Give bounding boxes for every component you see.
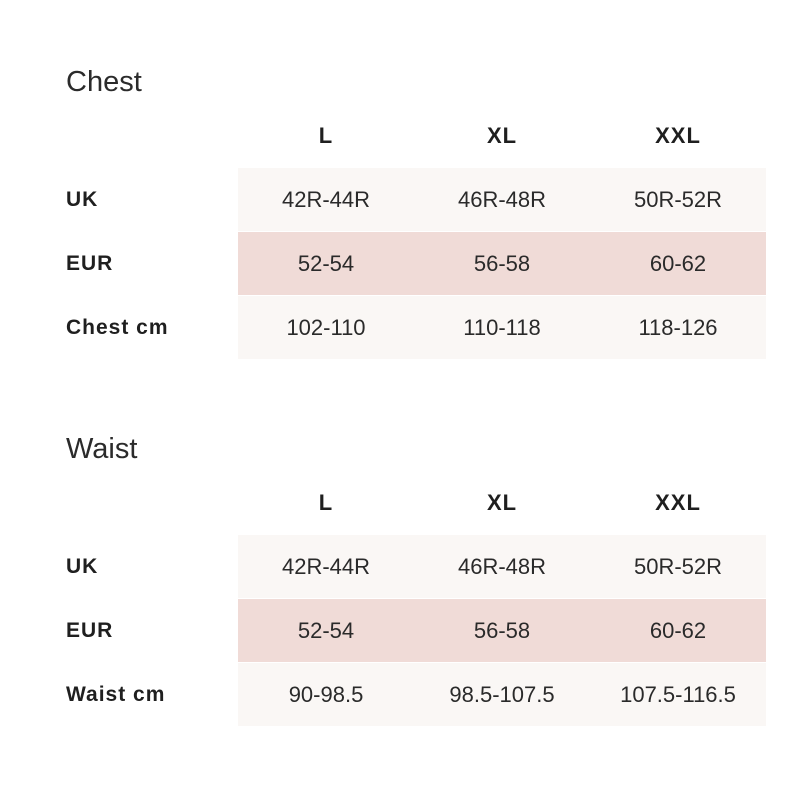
waist-row-label-eur: EUR	[66, 619, 114, 642]
chest-column-header-xl: XL	[486, 123, 518, 148]
waist-row-label-cm: Waist cm	[66, 683, 166, 706]
chest-eur-xxl: 60-62	[649, 251, 707, 276]
chest-eur-xl: 56-58	[473, 251, 531, 276]
chest-cm-xl: 110-118	[463, 315, 541, 340]
waist-cm-xxl: 107.5-116.5	[620, 682, 736, 707]
chest-row-label-eur: EUR	[66, 252, 114, 275]
chest-row-label-cm: Chest cm	[66, 316, 169, 339]
waist-column-header-xl: XL	[486, 490, 518, 515]
waist-column-header-xxl: XXL	[655, 490, 701, 515]
chest-row-uk	[0, 168, 800, 231]
chest-row-eur	[0, 232, 800, 295]
waist-row-cm	[0, 663, 800, 726]
chest-uk-l: 42R-44R	[281, 187, 371, 212]
waist-row-eur	[0, 599, 800, 662]
waist-eur-xxl: 60-62	[649, 618, 707, 643]
waist-uk-l: 42R-44R	[281, 554, 371, 579]
waist-uk-xl: 46R-48R	[457, 554, 547, 579]
chest-column-header-l: L	[318, 123, 334, 148]
chest-row-cm	[0, 296, 800, 359]
waist-row-uk	[0, 535, 800, 598]
waist-eur-l: 52-54	[297, 618, 355, 643]
chest-uk-xxl: 50R-52R	[633, 187, 723, 212]
chest-eur-l: 52-54	[297, 251, 355, 276]
waist-cm-l: 90-98.5	[288, 682, 364, 707]
chest-section-title: Chest	[66, 66, 142, 98]
chest-cm-l: 102-110	[286, 315, 366, 340]
waist-column-header-l: L	[318, 490, 334, 515]
chest-uk-xl: 46R-48R	[457, 187, 547, 212]
waist-eur-xl: 56-58	[473, 618, 531, 643]
waist-uk-xxl: 50R-52R	[633, 554, 723, 579]
chest-cm-xxl: 118-126	[638, 315, 718, 340]
waist-cm-xl: 98.5-107.5	[449, 682, 555, 707]
waist-row-label-uk: UK	[66, 555, 99, 578]
waist-section-title: Waist	[66, 433, 138, 465]
chest-column-header-xxl: XXL	[655, 123, 701, 148]
chest-row-label-uk: UK	[66, 188, 99, 211]
